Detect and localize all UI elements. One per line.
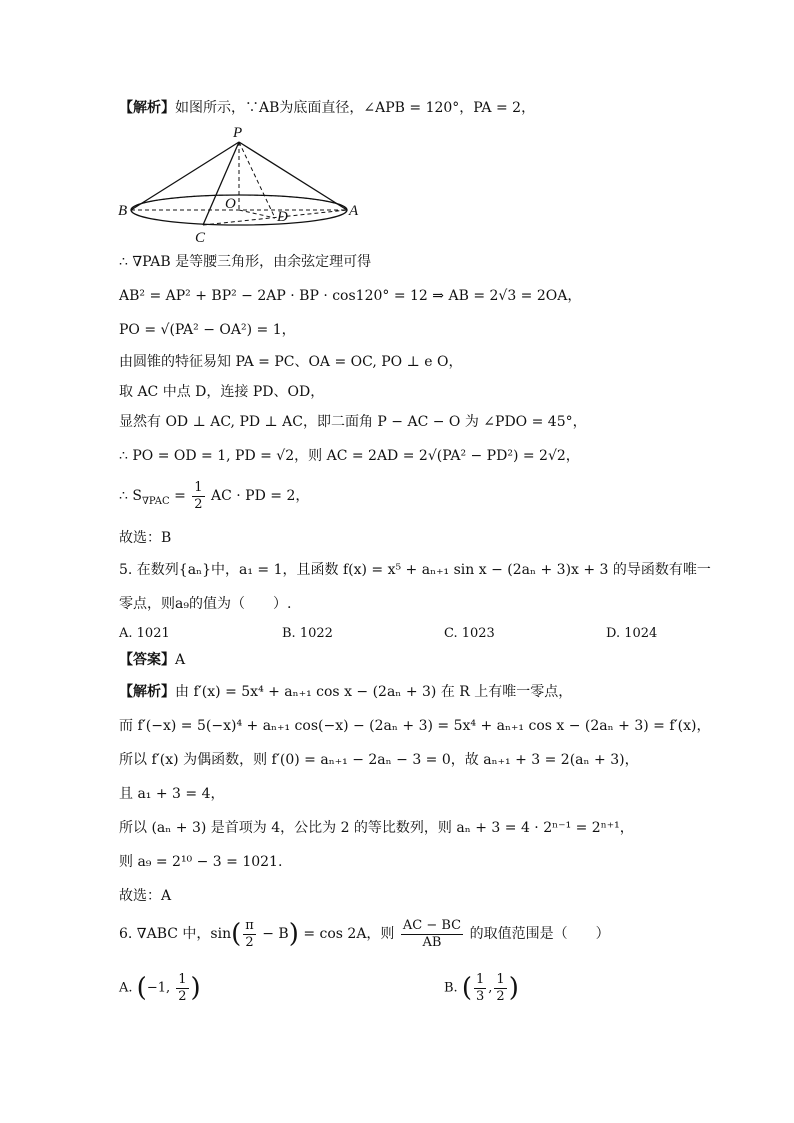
left-paren: ( [461, 973, 472, 1003]
q6-pre: 6. ∇ABC 中，sin [119, 926, 232, 942]
q5-s1-text: 由 f′(x) = 5x⁴ + aₙ₊₁ cos x − (2aₙ + 3) 在 R 上有唯一零点， [175, 684, 573, 700]
solution-line-5: 由圆锥的特征易知 PA = PC、OA = OC, PO ⊥ e O， [119, 354, 463, 370]
q6-stem [119, 914, 610, 954]
frac-den: 2 [178, 988, 187, 1004]
edge-PB [131, 142, 239, 210]
area-symbol: ∴ S [119, 488, 142, 504]
area-subscript: ∇PAC [141, 495, 170, 507]
answer-tag: 【答案】 [119, 652, 175, 668]
q5-option-b: B. 1022 [282, 626, 333, 641]
q5-stem: 5. 在数列{aₙ}中，a₁ = 1，且函数 f(x) = x⁵ + aₙ₊₁ sin x − (2aₙ + 3)x + 3 的导函数有唯一 [119, 562, 711, 578]
answer-q4: 故选：B [119, 530, 172, 546]
right-paren: ) [508, 973, 519, 1003]
right-paren: ) [288, 919, 299, 949]
q6-mid: = cos 2A，则 [298, 926, 399, 942]
frac-den: 2 [194, 496, 203, 512]
label-P: P [233, 125, 243, 141]
frac-num: 1 [496, 971, 505, 987]
paren-tail: − B [257, 926, 289, 942]
frac-num: 1 [475, 971, 485, 987]
q5-answer [119, 650, 185, 670]
frac-den: 3 [475, 988, 485, 1004]
q5-solution-4: 且 a₁ + 3 = 4， [119, 786, 225, 802]
option-fraction [176, 972, 188, 1005]
label-O: O [225, 196, 236, 212]
option-fraction-2 [494, 972, 506, 1005]
frac-den: AB [422, 934, 442, 950]
right-paren: ) [190, 973, 201, 1003]
label-B: B [118, 203, 128, 219]
label-C: C [195, 230, 206, 246]
q6-post: 的取值范围是（ ） [465, 926, 610, 942]
area-rest: AC · PD = 2， [206, 488, 310, 504]
edge-PC [203, 142, 239, 225]
frac-num: 1 [194, 479, 203, 495]
q5-answer-final: 故选：A [119, 888, 172, 904]
equals: = [169, 488, 191, 504]
solution-line-2: ∴ ∇PAB 是等腰三角形，由余弦定理可得 [119, 254, 372, 270]
q6-option-a [119, 968, 201, 1009]
q5-option-c: C. 1023 [444, 626, 495, 641]
pi-half-fraction [243, 918, 256, 951]
option-fraction-1 [474, 972, 486, 1005]
option-label: A. [119, 980, 133, 996]
frac-num: π [245, 917, 254, 933]
frac-num: AC − BC [402, 917, 462, 933]
label-D: D [277, 209, 288, 225]
answer-value: A [175, 652, 186, 668]
analysis-tag: 【解析】 [119, 684, 175, 700]
cone-figure [115, 122, 375, 248]
analysis-tag: 【解析】 [119, 100, 175, 116]
solution-line-1 [119, 98, 535, 118]
q5-option-d: D. 1024 [606, 626, 658, 641]
solution-line-3: AB² = AP² + BP² − 2AP · BP · cos120° = 12 ⇒ AB = 2√3 = 2OA， [119, 288, 582, 304]
half-fraction [192, 480, 204, 513]
solution-line-6: 取 AC 中点 D，连接 PD、OD， [119, 384, 325, 400]
q5-solution-3: 所以 f′(x) 为偶函数，则 f′(0) = aₙ₊₁ − 2aₙ − 3 = 0，故 aₙ₊₁ + 3 = 2(aₙ + 3)， [119, 752, 639, 768]
solution-intro-text: 如图所示，∵AB为底面直径，∠APB = 120°，PA = 2， [175, 100, 536, 116]
option-label: B. [444, 980, 458, 996]
solution-line-7: 显然有 OD ⊥ AC, PD ⊥ AC，即二面角 P − AC − O 为 ∠PDO = 45°， [119, 414, 587, 430]
left-paren: ( [136, 973, 147, 1003]
solution-line-4: PO = √(PA² − OA²) = 1， [119, 322, 296, 338]
option-pre: −1, [146, 980, 175, 996]
frac-den: 2 [496, 988, 505, 1004]
solution-line-8: ∴ PO = OD = 1, PD = √2，则 AC = 2AD = 2√(PA² − PD²) = 2√2， [119, 448, 580, 464]
frac-num: 1 [178, 971, 187, 987]
solution-line-9 [119, 476, 309, 522]
q5-solution-1 [119, 682, 572, 702]
q5-option-a: A. 1021 [119, 626, 170, 641]
ratio-fraction [401, 918, 463, 951]
q5-solution-2: 而 f′(−x) = 5(−x)⁴ + aₙ₊₁ cos(−x) − (2aₙ + 3) = 5x⁴ + aₙ₊₁ cos x − (2aₙ + 3) = f′(x)， [119, 718, 711, 734]
q5-solution-6: 则 a₉ = 2¹⁰ − 3 = 1021. [119, 854, 283, 870]
q5-solution-5: 所以 (aₙ + 3) 是首项为 4，公比为 2 的等比数列，则 aₙ + 3 = 4 · 2ⁿ⁻¹ = 2ⁿ⁺¹， [119, 820, 634, 836]
label-A: A [349, 203, 359, 219]
segment-OD [239, 210, 275, 218]
q5-stem-2: 零点，则a₉的值为（ ）. [119, 596, 292, 612]
q6-option-b: B. ( $\frac{1}{3}$ , $\frac{1}{2}$ ) [444, 971, 519, 1004]
frac-den: 2 [245, 934, 254, 950]
left-paren: ( [231, 919, 242, 949]
